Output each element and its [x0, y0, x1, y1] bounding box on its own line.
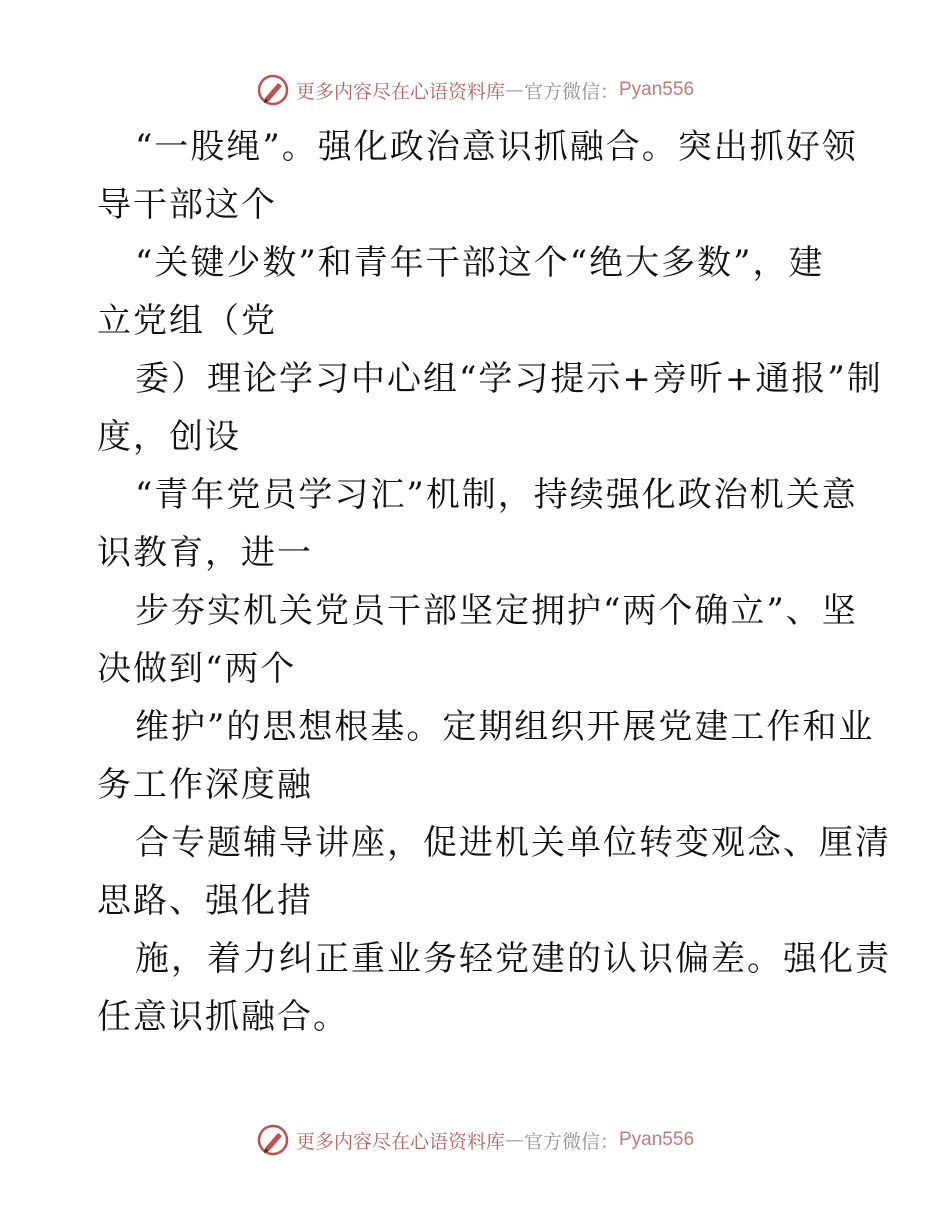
- body-line: 维护”的思想根基。定期组织开展党建工作和业: [135, 707, 875, 747]
- body-line: 步夯实机关党员干部坚定拥护“两个确立”、坚: [135, 591, 858, 631]
- header-dash: —: [504, 79, 524, 101]
- footer-watermark: [0, 1120, 950, 1160]
- body-line: “一股绳”。强化政治意识抓融合。突出抓好领: [135, 127, 858, 167]
- body-line: 委）理论学习中心组“学习提示+旁听+通报”制: [135, 359, 883, 399]
- body-line: 务工作深度融: [97, 765, 313, 805]
- body-line: “青年党员学习汇”机制，持续强化政治机关意: [135, 475, 858, 515]
- body-line: 合专题辅导讲座，促进机关单位转变观念、厘清: [135, 823, 891, 863]
- pen-circle-logo-icon: [256, 1123, 290, 1157]
- body-line: “关键少数”和青年干部这个“绝大多数”，建: [135, 243, 825, 283]
- body-line: 度，创设: [97, 417, 241, 457]
- document-body: [97, 118, 891, 1046]
- footer-dash: —: [504, 1129, 524, 1151]
- header-site-name: 更多内容尽在心语资料库: [295, 80, 505, 103]
- pen-circle-logo-icon: [256, 73, 290, 107]
- footer-site-name: 更多内容尽在心语资料库: [295, 1130, 505, 1153]
- header-watermark: [0, 70, 950, 110]
- header-wechat-label: 官方微信：: [523, 80, 619, 103]
- header-wechat-id: Pyan556: [619, 79, 695, 100]
- body-line: 任意识抓融合。: [97, 997, 349, 1037]
- body-line: 施，着力纠正重业务轻党建的认识偏差。强化责: [135, 939, 891, 979]
- body-line: 决做到“两个: [97, 649, 297, 689]
- body-line: 思路、强化措: [97, 881, 313, 921]
- body-line: 立党组（党: [97, 301, 277, 341]
- body-line: 导干部这个: [97, 185, 277, 225]
- footer-wechat-id: Pyan556: [619, 1129, 695, 1150]
- footer-wechat-label: 官方微信：: [523, 1130, 619, 1153]
- body-line: 识教育，进一: [97, 533, 313, 573]
